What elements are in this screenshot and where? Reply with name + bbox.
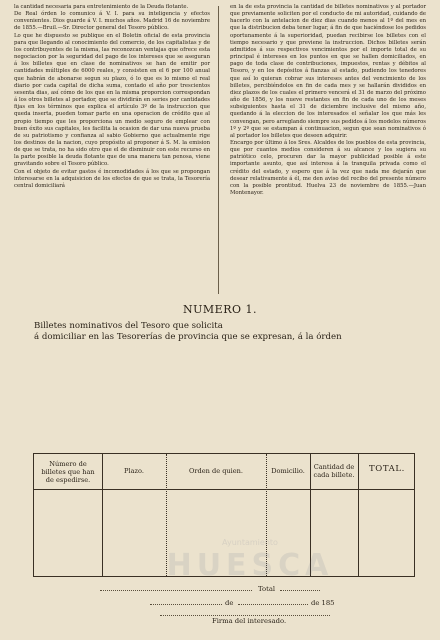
total-amount-line (280, 590, 320, 591)
signature-line (160, 615, 330, 616)
header-orden: Orden de quien. (188, 467, 244, 475)
archive-watermark: HUESCA (166, 548, 334, 583)
date-year-label: de 185 (311, 599, 335, 607)
watermark-subtitle: Ayuntamiento (222, 538, 278, 547)
column-separator (102, 454, 103, 576)
date-place-line (150, 604, 222, 605)
left-text-column: la cantidad necesaria para entretenimiento de la Deuda flotante. De Real órden lo comunico á V. I. para su inteligencia y efectos convenientes. Dios guarde á V. I. muchos años. Madrid 16 de noviembre de 1855.—Bruil.—Sr. Director general del Tesoro público. Lo que he dispuesto se publique en el Boletin oficial de esta provincia para que llegando al conocimiento del comercio, de los capitalistas y de los contribuyentes de la misma, las reconozcan ventajas que ofrece esta negociacion por la seguridad del pago de los intereses que se aseguran á los billetes que en clase de nominativos se han de emitir por cantidades múltiples de 6000 reales, y consisten en el 6 por 100 anual que habrán de abonarse segun su plazo, ó lo que es lo mismo el real diario por cada capital de dicha suma, contado el año por trescientos sesenta dias, así cómo de los que en la misma proporcion correspondan á los otros billetes al portador, que se dividirán en series por cantidades fijas en los términos que explica el artículo 3º de la instruccion que queda inserta, pueden tomar parte en una operacion de crédito que al propio tiempo que les proporciona un medio seguro de emplear con buen éxito sus capitales, les facilita la ocasion de dar una nueva prueba de su patriotismo y confianza al sabio Gobierno que actualmente rige los destinos de la nacion, cuyo propósito al proponer á S. M. la emision de que se trata, no ha sido otro que el de disminuir con este recurso en la parte posible la deuda flotante que de una manera tan penosa, viene gravitando sobre el Tesoro público. Con el objeto de evitar gastos é incomodidades á los que se propongan interesarse en la adquisicion de los efectos de que se trata, la Tesorería central domiciliará (14, 4, 210, 189)
column-divider (218, 6, 219, 294)
signature-label: Firma del interesado. (212, 617, 287, 625)
total-label: Total (258, 585, 276, 593)
header-plazo: Plazo. (124, 467, 144, 475)
header-domicilio: Domicilio. (271, 467, 305, 475)
header-cantidad: Cantidad de cada billete. (313, 463, 355, 479)
date-month-line (238, 604, 308, 605)
form-number-heading: NUMERO 1. (183, 303, 257, 316)
total-dotted-line (100, 590, 252, 591)
form-title: Billetes nominativos del Tesoro que solicita á domiciliar en las Tesorerías de provincia que se expresan, á la órden (34, 321, 342, 342)
header-total: TOTAL. (369, 464, 405, 474)
date-de-label: de (225, 599, 234, 607)
right-text-column: en la de esta provincia la cantidad de billetes nominativos y al portador que previamente soliciten por el conducto de mi autoridad, cuidando de hacerlo con la antelacion de diez dias cuando menos al 1º del mes en que la distribucion deba tener lugar, á fin de que haciéndose los pedidos oportunamente á la superioridad, puedan recibirse los billetes con el tiempo necesario y que previene la instruccion. Dichos billetes serán admitidos á sus respectivos vencimientos por el importe total de su principal é intereses en los puntos en que se hallen domiciliados, en pago de toda clase de contribuciones, impuestos, rentas y débitos al Tesoro, y en los depósitos á fianzas al estado, pudiendo los tenedores que así lo quieran cobrar sus intereses antes del vencimiento de los billetes, percibiéndolos en fin de cada mes y se hallarán divididos en diez plazos de los cuales el primero vencerá el 31 de marzo del próximo año de 1856, y los nueve restantes en fin de cada uno de los meses subsiguientes hasta el 31 de diciembre inclusive del mismo año, quedando á la eleccion de los interesados el señalar los que más les convengan, pero arreglando siempre sus pedidos á los modelos números 1º y 2º que se estampan á continuacion, segun que sean nominativos ó al portador los billetes que deseen adquirir. Encargo por último á los Sres. Alcaldes de los pueblos de esta provincia, que por cuantos medios consideren á su alcance y los sugiera su patriótico celo, procuren dar la mayor publicidad posible á este importante asunto, que así interesa á la tranquila privada como el crédito del estado, y espero que á la vez que nada me dejarán que desear relativamente á él, me den aviso del recibo del presente número con la posible prontitud. Huelva 23 de noviembre de 1855.—Juan Montenayor. (230, 4, 426, 197)
header-numero-billetes: Número de billetes que han de espedirse. (41, 460, 95, 484)
